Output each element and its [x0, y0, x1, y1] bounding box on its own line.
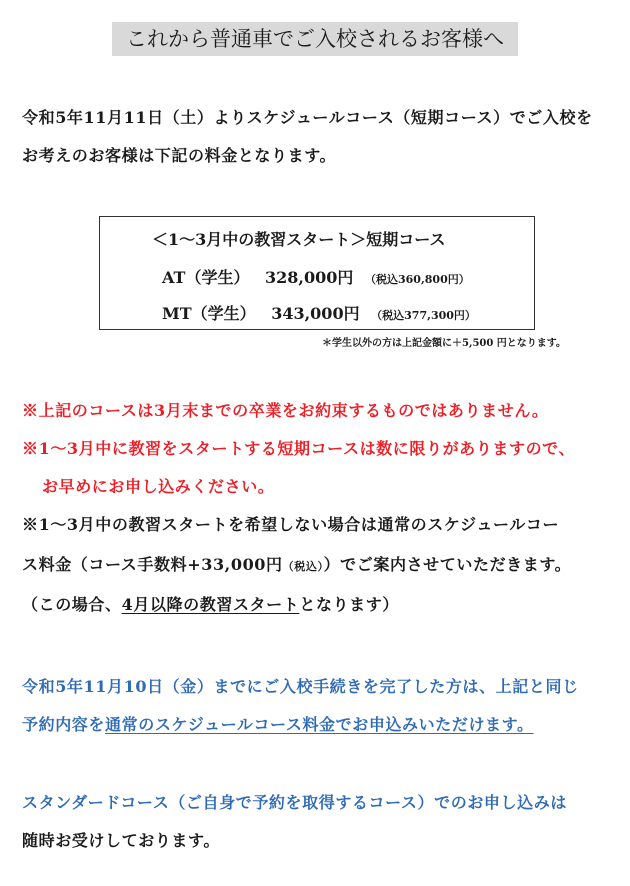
pricing-note: ＊学生以外の方は上記金額に＋5,500 円となります。 [322, 338, 566, 349]
page-title: これから普通車でご入校されるお客様へ [112, 22, 518, 56]
blue-line-2 [22, 714, 534, 736]
intro-line-1: 令和5年11月11日（土）よりスケジュールコース（短期コース）でご入校を [22, 108, 593, 127]
blue-line-1: 令和5年11月10日（金）までにご入校手続きを完了した方は、上記と同じ [22, 677, 579, 696]
paren-close-text: となります） [299, 595, 399, 614]
closing-line: 随時お受けしております。 [22, 831, 220, 850]
notice-black-2 [22, 594, 399, 616]
pricing-price: 343,000円 [271, 304, 360, 323]
pricing-tax: （税込360,800円） [364, 273, 470, 286]
regular-course-fee-text: 通常のスケジュールコース料金でお申込みいただけます。 [105, 715, 534, 734]
notice-black-1: ※1～3月中の教習スタートを希望しない場合は通常のスケジュールコー [22, 515, 560, 534]
fee-text: ス料金（コース手数料+33,000円 [22, 555, 283, 574]
pricing-row-at [162, 265, 470, 288]
notice-red-2: ※1～3月中に教習をスタートする短期コースは数に限りがありますので、 [22, 439, 576, 458]
pricing-price: 328,000円 [265, 268, 354, 287]
notice-red-2-cont: お早めにお申し込みください。 [42, 477, 275, 496]
notice-red-1: ※上記のコースは3月末までの卒業をお約束するものではありません。 [22, 401, 549, 420]
pricing-tax: （税込377,300円） [371, 309, 476, 322]
pricing-label: AT（学生） [162, 268, 250, 287]
intro-line-2: お考えのお客様は下記の料金となります。 [22, 146, 337, 165]
pricing-heading: ＜1～3月中の教習スタート＞短期コース [152, 230, 446, 249]
april-start-text: 4月以降の教習スタート [121, 595, 300, 614]
notice-black-1-cont [22, 554, 571, 578]
tax-label: （税込） [282, 560, 324, 573]
fee-text-end: ）でご案内させていただきます。 [323, 555, 572, 574]
blue-line-2-pre: 予約内容を [22, 715, 106, 734]
pricing-row-mt [162, 301, 476, 324]
paren-open-text: （この場合、 [22, 595, 122, 614]
pricing-box [99, 216, 535, 330]
pricing-label: MT（学生） [162, 304, 256, 323]
blue-line-3: スタンダードコース（ご自身で予約を取得するコース）でのお申し込みは [22, 793, 567, 812]
